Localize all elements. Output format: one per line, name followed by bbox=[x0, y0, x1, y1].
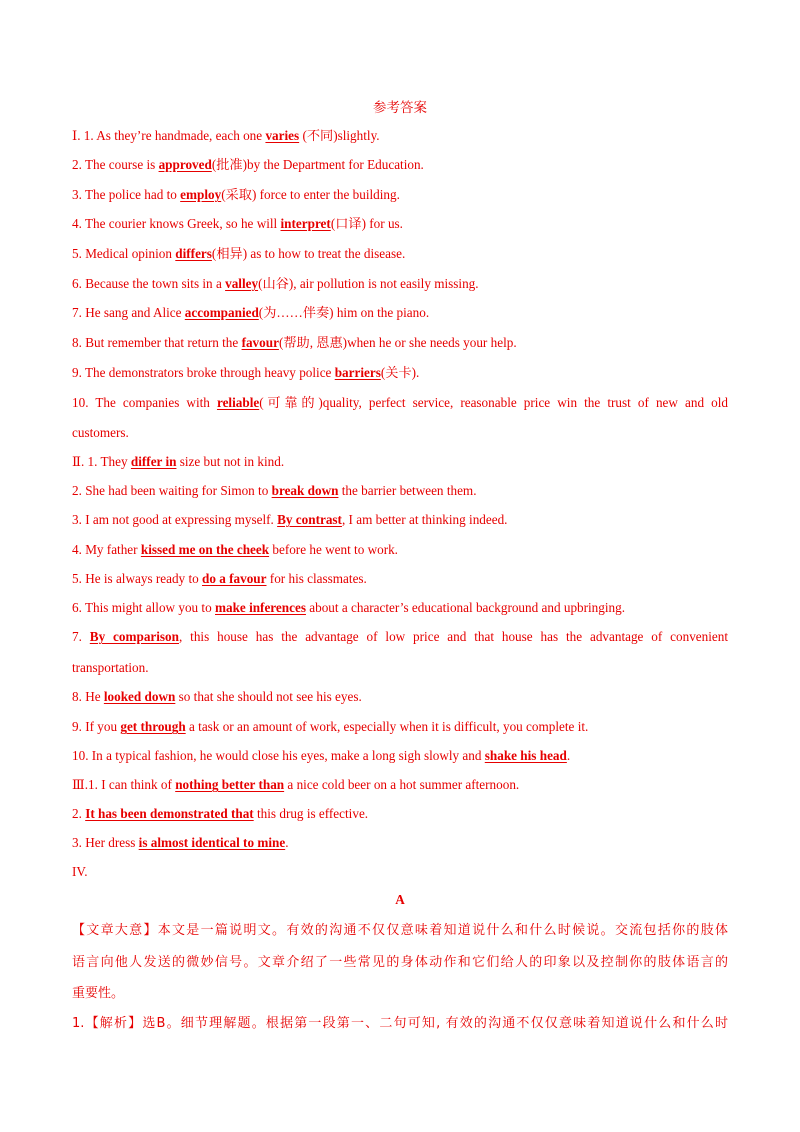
answer-line: 5. Medical opinion differs(相异) as to how to treat the disease. bbox=[72, 246, 406, 261]
answer-word: looked down bbox=[103, 689, 176, 704]
analysis-line: 1.【解析】选B。细节理解题。根据第一段第一、二句可知, 有效的沟通不仅仅意味着知道说什么和什么时 bbox=[72, 1016, 728, 1031]
answer-word: varies bbox=[265, 128, 300, 143]
answer-line: 10. The companies with reliable(可靠的)quality, perfect service, reasonable price win the trust of new and old bbox=[72, 395, 728, 410]
section-label-iv: IV. bbox=[72, 864, 88, 879]
answer-word: kissed me on the cheek bbox=[140, 542, 270, 557]
answer-word: shake his head bbox=[484, 748, 567, 763]
answer-line: 10. In a typical fashion, he would close his eyes, make a long sigh slowly and shake his head. bbox=[72, 748, 571, 763]
answer-word: reliable bbox=[216, 395, 260, 410]
answer-line-continued: transportation. bbox=[72, 660, 149, 675]
answer-word: valley bbox=[225, 276, 259, 291]
answer-line: 9. If you get through a task or an amount of work, especially when it is difficult, you complete it. bbox=[72, 719, 589, 734]
answer-line: 4. My father kissed me on the cheek before he went to work. bbox=[72, 542, 398, 557]
summary-line: 语言向他人发送的微妙信号。文章介绍了一些常见的身体动作和它们给人的印象以及控制你的肢体语言的 bbox=[72, 955, 728, 970]
answer-word: barriers bbox=[334, 365, 381, 380]
answer-line: 8. He looked down so that she should not see his eyes. bbox=[72, 689, 362, 704]
answer-line: 2. The course is approved(批准)by the Department for Education. bbox=[72, 157, 424, 172]
answer-line: 3. I am not good at expressing myself. By contrast, I am better at thinking indeed. bbox=[72, 512, 508, 527]
answer-line: 3. The police had to employ(采取) force to enter the building. bbox=[72, 187, 400, 202]
answer-word: interpret bbox=[280, 216, 331, 231]
answer-line: 2. She had been waiting for Simon to break down the barrier between them. bbox=[72, 483, 477, 498]
answer-line: 8. But remember that return the favour(帮助, 恩惠)when he or she needs your help. bbox=[72, 335, 517, 350]
answer-line: 2. It has been demonstrated that this drug is effective. bbox=[72, 806, 369, 821]
answer-line-continued: customers. bbox=[72, 425, 129, 440]
answer-word: By contrast bbox=[277, 512, 342, 527]
answer-line: 7. By comparison, this house has the advantage of low price and that house has the advantage of convenient bbox=[72, 629, 729, 644]
answer-word: get through bbox=[120, 719, 186, 734]
answer-word: differ in bbox=[130, 454, 177, 469]
answer-word: is almost identical to mine bbox=[138, 835, 286, 850]
summary-line: 【文章大意】本文是一篇说明文。有效的沟通不仅仅意味着知道说什么和什么时候说。交流包括你的肢体 bbox=[72, 923, 728, 938]
answer-word: differs bbox=[175, 246, 212, 261]
answer-word: make inferences bbox=[215, 600, 306, 615]
answer-line: 3. Her dress is almost identical to mine. bbox=[72, 835, 289, 850]
answer-word: accompanied bbox=[184, 305, 259, 320]
answer-line: 4. The courier knows Greek, so he will interpret(口译) for us. bbox=[72, 216, 403, 231]
answer-line: 6. Because the town sits in a valley(山谷), air pollution is not easily missing. bbox=[72, 276, 479, 291]
summary-line: 重要性。 bbox=[72, 986, 125, 1001]
answer-word: break down bbox=[271, 483, 339, 498]
answer-line: Ⅰ. 1. As they’re handmade, each one varies (不同)slightly. bbox=[72, 128, 380, 143]
page-title: 参考答案 bbox=[373, 100, 427, 115]
answer-line: Ⅲ.1. I can think of nothing better than a nice cold beer on a hot summer afternoon. bbox=[72, 777, 520, 792]
answer-word: approved bbox=[158, 157, 212, 172]
answer-word: do a favour bbox=[202, 571, 267, 586]
answer-line: 6. This might allow you to make inferences about a character’s educational background and upbringing. bbox=[72, 600, 626, 615]
answer-word: nothing better than bbox=[175, 777, 285, 792]
answer-line: Ⅱ. 1. They differ in size but not in kind. bbox=[72, 454, 285, 469]
answer-line: 9. The demonstrators broke through heavy police barriers(关卡). bbox=[72, 365, 420, 380]
answer-word: By comparison bbox=[89, 629, 179, 644]
answer-line: 7. He sang and Alice accompanied(为……伴奏) him on the piano. bbox=[72, 305, 430, 320]
answer-word: employ bbox=[180, 187, 222, 202]
answer-word: It has been demonstrated that bbox=[85, 806, 254, 821]
section-heading-a: A bbox=[395, 892, 405, 907]
answer-word: favour bbox=[241, 335, 279, 350]
answer-line: 5. He is always ready to do a favour for his classmates. bbox=[72, 571, 367, 586]
